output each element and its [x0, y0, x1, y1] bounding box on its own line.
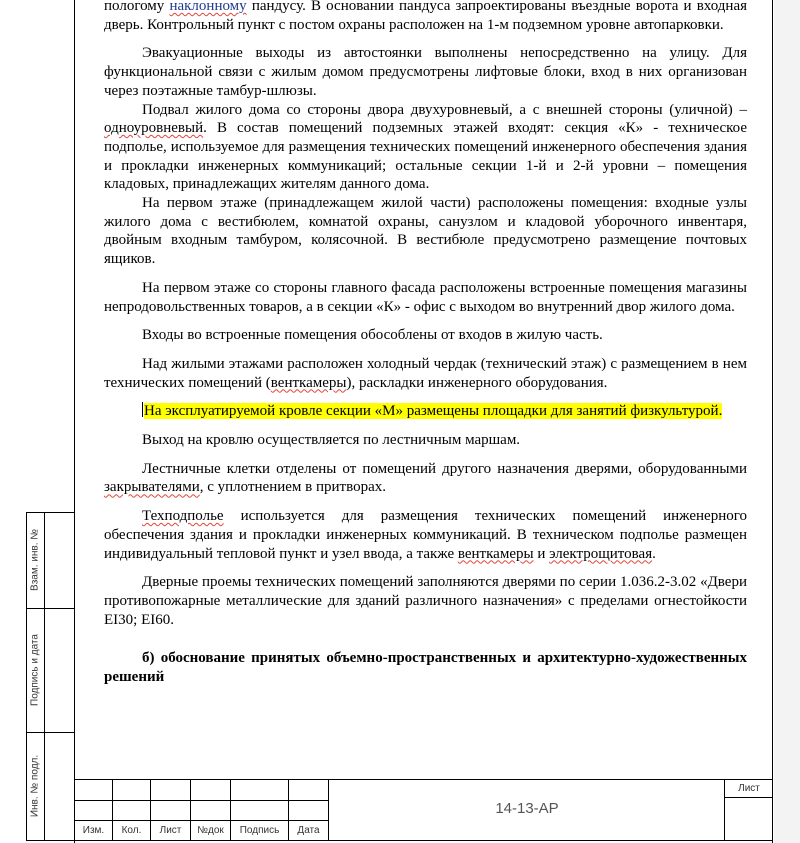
frame-right-border [772, 0, 773, 843]
text-run: , с уплотнением в притворах. [199, 479, 386, 496]
text-run: электрощитовая [549, 545, 653, 562]
text-run: Лестничные клетки отделены от помещений другого назначения дверями, оборудованными [142, 460, 747, 477]
paragraph-entrances [104, 326, 747, 345]
document-body [104, 0, 747, 687]
titleblock-col-7 [724, 779, 725, 841]
text-run: Дверные проемы технических помещений заполняются дверями по серии 1.036.2-3.02 «Двери противопожарные металлические для зданий различного назначения» с пределами огнестойкости EI30; EI60. [104, 574, 747, 628]
titleblock-top-line [74, 779, 773, 780]
document-code: 14-13-АР [495, 800, 559, 817]
text-run: используется для размещения технических помещений инженерного обеспечения здания и прокладки инженерных коммуникаций. В техническом подполье размещен индивидуальный тепловой пункт и узел ввода, а также [104, 508, 747, 562]
sidebar-label-inv: Инв. № подл. [29, 754, 41, 818]
text-run: На первом этаже со стороны главного фасада расположены встроенные помещения магазины непродовольственных товаров, а в секции «К» - офис с выходом во внутренний двор жилого дома. [104, 279, 747, 315]
text-cursor [142, 402, 143, 417]
text-run: Эвакуационные выходы из автостоянки выполнены непосредственно на улицу. Для функциональной связи с жилым домом предусмотрены лифтовые блоки, вход в них организован через поэтажные тамбур-шлюзы. [104, 45, 747, 99]
text-run: Выход на кровлю осуществляется по лестничным маршам. [142, 432, 521, 449]
text-run: ), раскладки инженерного оборудования. [346, 374, 608, 391]
titleblock-label-izm: Изм. [82, 825, 105, 836]
titleblock-label-list: Лист [159, 825, 182, 836]
sidebar-label-podpis: Подпись и дата [29, 634, 41, 706]
text-run: наклонному [169, 0, 247, 14]
text-run: Техподполье [142, 508, 224, 525]
titleblock-col-6 [328, 779, 329, 841]
text-run: Над жилыми этажами расположен холодный чердак (технический этаж) с размещением в нем технических помещений ( [104, 355, 747, 391]
paragraph-roof-exit [104, 431, 747, 450]
text-run: и [533, 545, 550, 562]
paragraph-first-floor [104, 194, 747, 269]
paragraph-evacuation [104, 44, 747, 100]
text-run: Подвал жилого дома со стороны двора двухуровневый, а с внешней стороны (уличной) – [142, 101, 747, 118]
paragraph-roof-highlighted[interactable] [104, 402, 747, 421]
text-run: На эксплуатируемой кровле секции «М» размещены площадки для занятий физкультурой. [144, 403, 723, 420]
text-run: венткамеры [270, 374, 347, 391]
text-run: пологому [104, 0, 170, 14]
paragraph-doors [104, 573, 747, 629]
text-run: пандусу. В основании пандуса запроектированы въездные ворота и входная дверь. Контрольный пункт с постом охраны расположен на 1-м подземном уровне автопарковки. [104, 0, 747, 33]
titleblock-label-kol: Кол. [121, 825, 142, 836]
text-run: одноуровневый [104, 120, 204, 137]
text-run: венткамеры [457, 545, 534, 562]
titleblock-label-podpis: Подпись [239, 825, 280, 836]
text-run: . [652, 545, 656, 562]
text-run: На первом этаже (принадлежащем жилой части) расположены помещения: входные узлы жилого дома с вестибюлем, комнатой охраны, санузлом и кладовой уборочного инвентаря, двойным входным тамбуром, колясочной. В вестибюле предусмотрено размещение почтовых ящиков. [104, 195, 747, 268]
paragraph-basement [104, 101, 747, 195]
frame-left-border [74, 0, 75, 843]
titleblock-sheet-line [724, 797, 773, 798]
titleblock-label-data: Дата [297, 825, 320, 836]
paragraph-ramp [104, 0, 747, 34]
text-run: . В состав помещений подземных этажей входят: секция «К» - техническое подполье, используемое для размещения технических помещений инженерного обеспечения здания и прокладки инженерных коммуникаций; остальные секции 1-й и 2-й уровни – помещения кладовых, принадлежащих жителям данного дома. [104, 120, 747, 193]
paragraph-stairs [104, 460, 747, 497]
sheet-label: Лист [738, 783, 760, 794]
section-heading: б) обоснование принятых объемно-пространственных и архитектурно-художественных решений [104, 650, 747, 686]
text-run: закрывателями [104, 479, 200, 496]
sidebar-inner-line [44, 512, 45, 841]
paragraph-shops [104, 279, 747, 316]
titleblock-label-ndok: №док [197, 825, 224, 836]
paragraph-techunderground [104, 507, 747, 563]
text-run: Входы во встроенные помещения обособлены от входов в жилую часть. [142, 327, 603, 344]
paragraph-attic [104, 355, 747, 392]
sidebar-label-vzam: Взам. инв. № [29, 529, 41, 591]
